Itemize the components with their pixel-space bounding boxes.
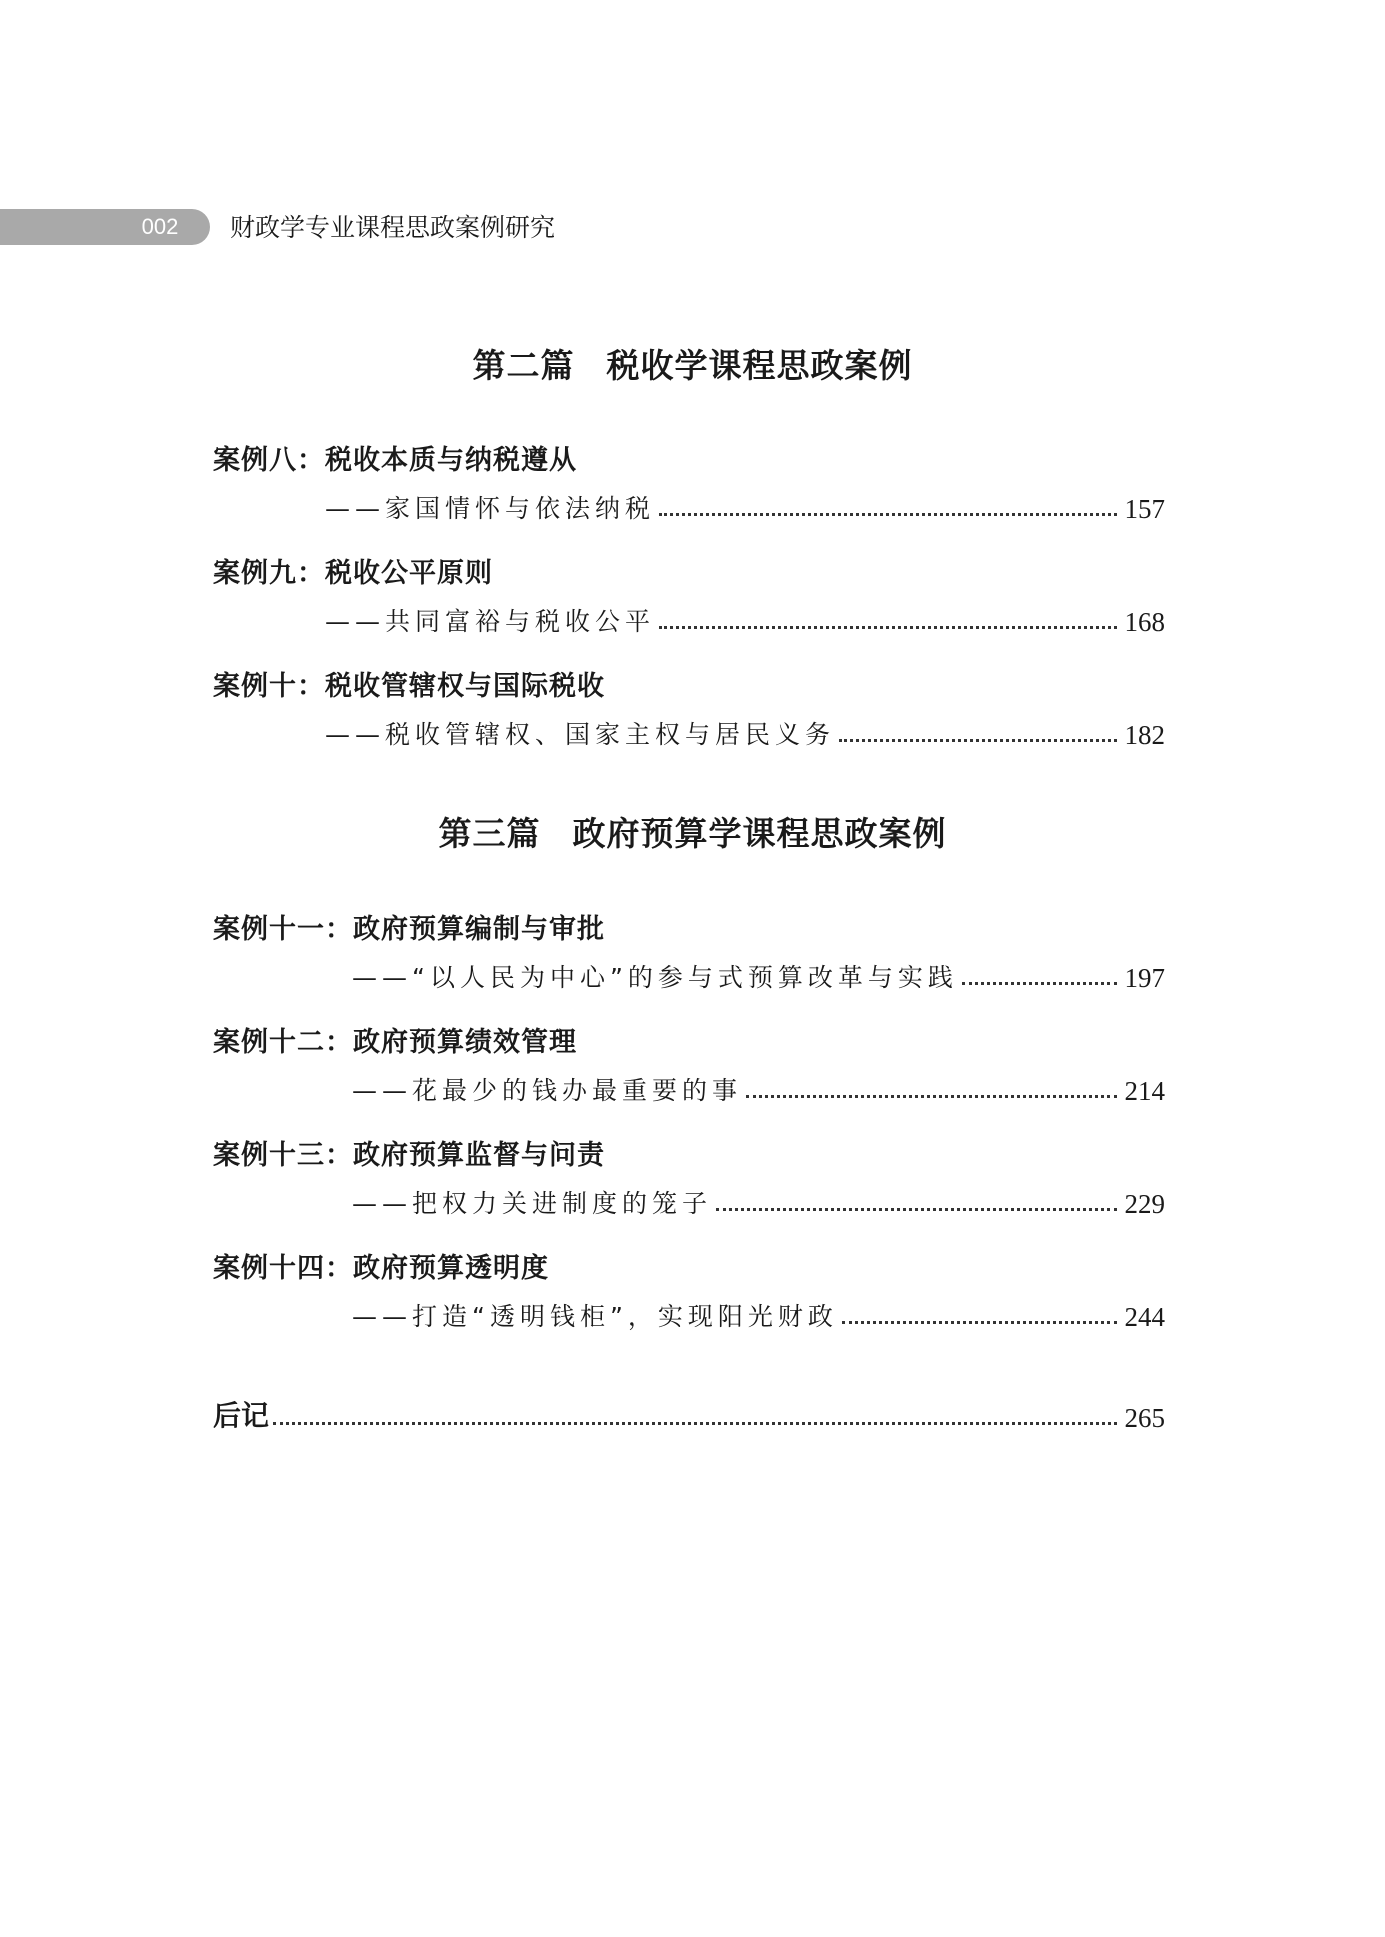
toc-page-number: 168: [1124, 607, 1165, 637]
toc-entry[interactable]: [352, 1180, 1165, 1220]
toc-afterword[interactable]: [213, 1392, 1165, 1434]
toc-case-title[interactable]: 案例十二：政府预算绩效管理: [213, 1027, 577, 1058]
toc-case-title[interactable]: 案例十：税收管辖权与国际税收: [213, 671, 605, 702]
page-number: 002: [141, 214, 179, 239]
toc-case-subtitle: ——花最少的钱办最重要的事: [352, 1076, 743, 1105]
dot-leader: [962, 981, 1117, 985]
toc-page-number: 244: [1124, 1302, 1165, 1332]
toc-case-title[interactable]: 案例十四：政府预算透明度: [213, 1253, 549, 1284]
dot-leader: [746, 1094, 1116, 1098]
toc-case-subtitle: ——“以人民为中心”的参与式预算改革与实践: [352, 963, 958, 992]
toc-page-number: 214: [1124, 1076, 1165, 1106]
part-label: 第二篇: [472, 346, 575, 385]
toc-page-number: 197: [1124, 963, 1165, 993]
afterword-label: 后记: [213, 1399, 270, 1432]
toc-case-title[interactable]: 案例八：税收本质与纳税遵从: [213, 445, 577, 476]
part-label: 第三篇: [438, 814, 541, 853]
toc-case-subtitle: ——打造“透明钱柜”，实现阳光财政: [352, 1302, 838, 1331]
toc-entry[interactable]: [325, 485, 1165, 525]
part-title: [0, 808, 1385, 855]
toc-entry[interactable]: [352, 1293, 1165, 1333]
toc-case-subtitle: ——家国情怀与依法纳税: [325, 494, 656, 523]
toc-page-number: 229: [1124, 1189, 1165, 1219]
part-name: 政府预算学课程思政案例: [572, 814, 947, 853]
part-title: [0, 340, 1385, 387]
toc-entry[interactable]: [352, 954, 1165, 994]
dot-leader: [842, 1320, 1117, 1324]
toc-case-title[interactable]: 案例十三：政府预算监督与问责: [213, 1140, 605, 1171]
toc-page-number: 182: [1124, 720, 1165, 750]
toc-case-subtitle: ——税收管辖权、国家主权与居民义务: [325, 720, 836, 749]
book-title: 财政学专业课程思政案例研究: [230, 213, 556, 242]
toc-case-subtitle: ——把权力关进制度的笼子: [352, 1189, 713, 1218]
part-name: 税收学课程思政案例: [606, 346, 913, 385]
toc-case-title[interactable]: 案例九：税收公平原则: [213, 558, 493, 589]
toc-entry[interactable]: [325, 711, 1165, 751]
dot-leader: [659, 625, 1116, 629]
toc-entry[interactable]: [352, 1067, 1165, 1107]
dot-leader: [273, 1421, 1116, 1425]
dot-leader: [716, 1207, 1116, 1211]
toc-entry[interactable]: [325, 598, 1165, 638]
toc-case-title[interactable]: 案例十一：政府预算编制与审批: [213, 914, 605, 945]
afterword-page-number: 265: [1124, 1403, 1165, 1433]
dot-leader: [659, 512, 1116, 516]
toc-case-subtitle: ——共同富裕与税收公平: [325, 607, 656, 636]
toc-page-number: 157: [1124, 494, 1165, 524]
dot-leader: [839, 738, 1116, 742]
